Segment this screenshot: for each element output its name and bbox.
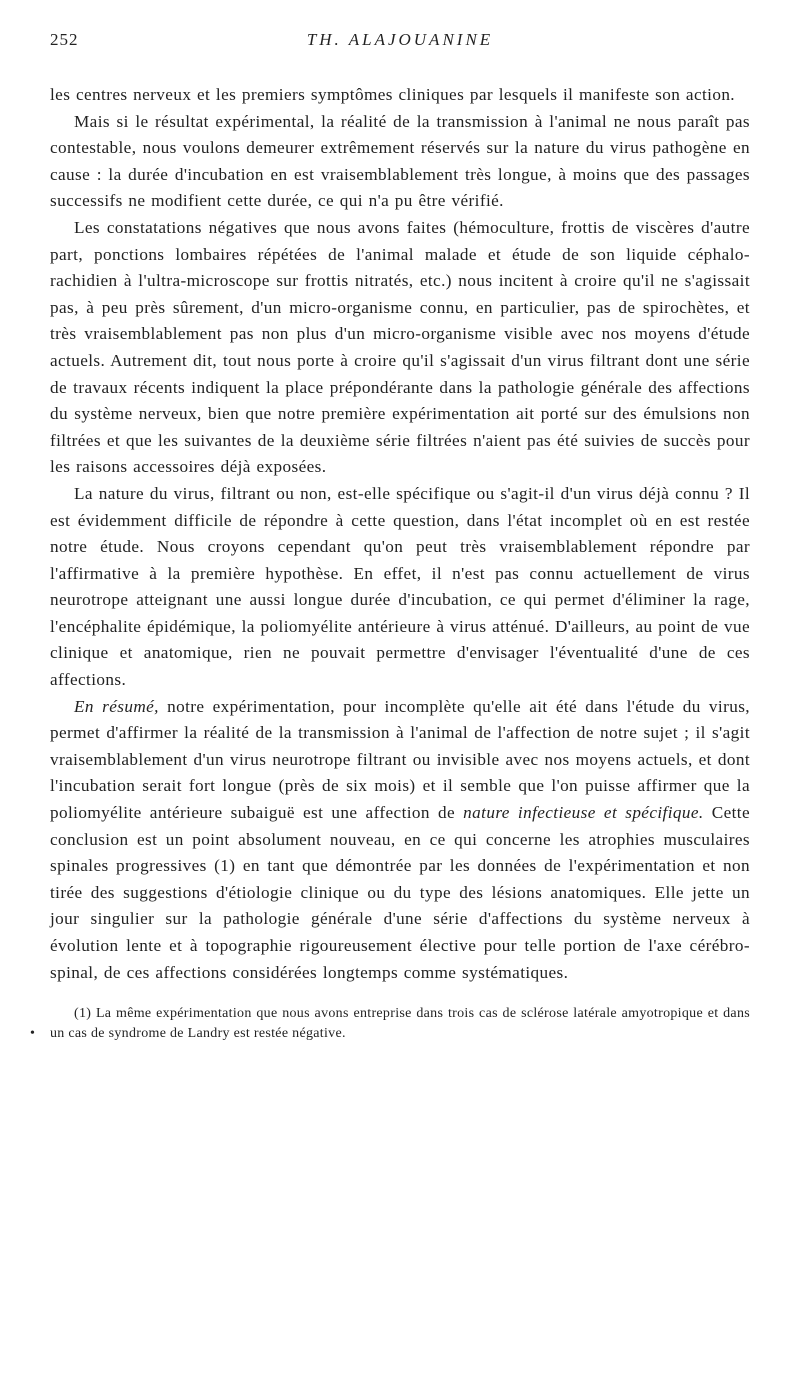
margin-bullet-mark: • [30,1026,36,1042]
footnote-text: (1) La même expérimentation que nous avons entreprise dans trois cas de sclérose latérale amyotropique et dans un cas de syndrome de Landry est restée négative. [50,1006,750,1042]
footnote [30,1004,750,1044]
page-number: 252 [50,30,79,49]
running-head [50,30,750,56]
paragraph-negative-findings: Les constatations négatives que nous avons faites (hémoculture, frottis de viscères d'autre part, ponctions lombaires répétées de l'animal malade et étude de son liquide céphalo-rachidien à l'ultra-microscope sur frottis nitratés, etc.) nous incitent à croire qu'il ne s'agissait pas, à peu près sûrement, d'un micro-organisme connu, en particulier, pas de spirochètes, et très vraisemblablement pas non plus d'un micro-organisme visible avec nos moyens d'étude actuels. Autrement dit, tout nous porte à croire qu'il s'agissait d'un virus filtrant dont une série de travaux récents indiquent la place prépondérante dans la pathologie générale des affections du système nerveux, bien que notre première expérimentation ait porté sur des émulsions non filtrées et que les suivantes de la deuxième série filtrées n'aient pas été suivies de succès pour les raisons accessoires déjà exposées. [50,217,750,477]
running-title: TH. ALAJOUANINE [306,30,494,49]
body-text [50,82,750,986]
paragraph-virus-nature: La nature du virus, filtrant ou non, est-elle spécifique ou s'agit-il d'un virus déjà connu ? Il est évidemment difficile de répondre à cette question, dans l'état incomplet où en est restée notre étude. Nous croyons cependant qu'on peut très vraisemblablement répondre par l'affirmative à la première hypothèse. En effet, il n'est pas connu actuellement de virus neurotrope atteignant une aussi longue durée d'incubation, ce qui permet d'éliminer la rage, l'encéphalite épidémique, la poliomyélite antérieure à virus atténué. D'ailleurs, au point de vue clinique et anatomique, rien ne pouvait permettre d'envisager l'éventualité d'une de ces affections. [50,483,750,690]
summary-italic-phrase: nature infectieuse et spécifique. [463,803,704,823]
paragraph-experimental-result: Mais si le résultat expérimental, la réalité de la transmission à l'animal ne nous paraît pas contestable, nous voulons demeurer extrêmement réservés sur la nature du virus pathogène en cause : la durée d'incubation en est vraisemblablement très longue, à moins que des passages successifs ne modifient cette durée, ce qui n'a pu être vérifié. [50,111,750,211]
document-page [30,30,750,1044]
summary-text-part-1: notre expérimentation, pour incomplète qu'elle ait été dans l'étude du virus, permet d'affirmer la réalité de la transmission à l'animal de l'affection de notre sujet ; il s'agit vraisemblablement d'un virus neurotrope filtrant ou invisible avec nos moyens actuels, et dont l'incubation serait fort longue (près de six mois) et il semble que l'on puisse affirmer que la poliomyélite antérieure subaiguë est une affection de [50,696,750,823]
paragraph-continuation: les centres nerveux et les premiers symptômes cliniques par lesquels il manifeste son action. [50,85,736,104]
summary-lead: En résumé, [74,696,159,716]
summary-text-part-2: Cette conclusion est un point absolument nouveau, en ce qui concerne les atrophies musculaires spinales progressives (1) en tant que démontrée par les données de l'expérimentation et non tirée des suggestions d'étiologie clinique ou du type des lésions anatomiques. Elle jette un jour singulier sur la pathologie générale d'une série d'affections du système nerveux à évolution lente et à topographie rigoureusement élective pour telle portion de l'axe cérébro-spinal, de ces affections considérées longtemps comme systématiques. [50,803,750,982]
paragraph-summary [50,694,750,987]
